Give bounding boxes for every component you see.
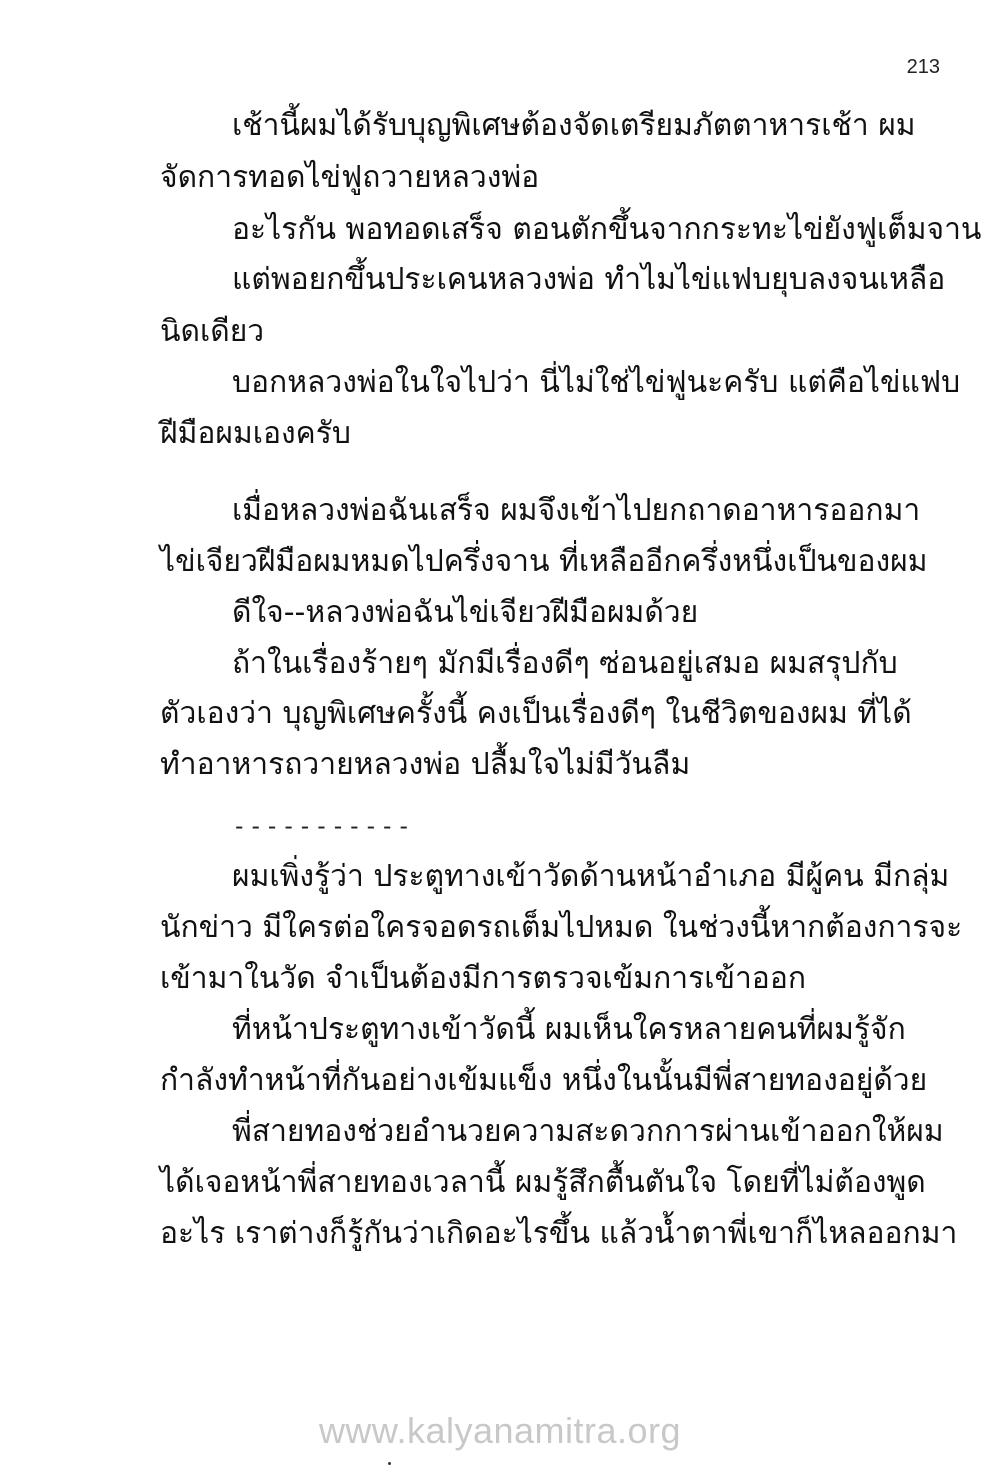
text-line: ทำอาหารถวายหลวงพ่อ ปลื้มใจไม่มีวันลืม (160, 747, 691, 782)
text-line: พี่สายทองช่วยอำนวยความสะดวกการผ่านเข้าออกให้ผม (232, 1114, 944, 1149)
text-line: จัดการทอดไข่ฟูถวายหลวงพ่อ (160, 160, 540, 195)
text-line: บอกหลวงพ่อในใจไปว่า นี่ไม่ใช่ไข่ฟูนะครับ แต่คือไข่แฟบ (232, 365, 961, 400)
text-line: ที่หน้าประตูทางเข้าวัดนี้ ผมเห็นใครหลายคนที่ผมรู้จัก (232, 1012, 906, 1047)
footer-watermark: www.kalyanamitra.org (318, 1410, 682, 1451)
text-line: นิดเดียว (160, 314, 265, 349)
text-line: กำลังทำหน้าที่กันอย่างเข้มแข็ง หนึ่งในนั้นมีพี่สายทองอยู่ด้วย (160, 1063, 928, 1098)
text-line: เข้ามาในวัด จำเป็นต้องมีการตรวจเข้มการเข้าออก (160, 961, 807, 996)
section-separator: ----------- (232, 812, 413, 840)
text-line: ดีใจ--หลวงพ่อฉันไข่เจียวฝีมือผมด้วย (232, 595, 699, 630)
text-line: ไข่เจียวฝีมือผมหมดไปครึ่งจาน ที่เหลืออีกครึ่งหนึ่งเป็นของผม (160, 544, 928, 579)
text-line: แต่พอยกขึ้นประเคนหลวงพ่อ ทำไมไข่แฟบยุบลงจนเหลือ (232, 262, 946, 297)
text-line: เมื่อหลวงพ่อฉันเสร็จ ผมจึงเข้าไปยกถาดอาหารออกมา (232, 493, 921, 528)
text-line: ฝีมือผมเองครับ (160, 416, 351, 451)
print-dot (388, 1462, 391, 1465)
text-line: ได้เจอหน้าพี่สายทองเวลานี้ ผมรู้สึกตื้นตันใจ โดยที่ไม่ต้องพูด (160, 1165, 926, 1200)
page-number: 213 (906, 56, 940, 78)
text-line: ถ้าในเรื่องร้ายๆ มักมีเรื่องดีๆ ซ่อนอยู่เสมอ ผมสรุปกับ (232, 646, 898, 681)
text-line: อะไรกัน พอทอดเสร็จ ตอนตักขึ้นจากกระทะไข่ยังฟูเต็มจาน (232, 212, 982, 247)
text-line: ผมเพิ่งรู้ว่า ประตูทางเข้าวัดด้านหน้าอำเภอ มีผู้คน มีกลุ่ม (232, 859, 950, 894)
text-line: เช้านี้ผมได้รับบุญพิเศษต้องจัดเตรียมภัตตาหารเช้า ผม (232, 108, 916, 143)
text-line: นักข่าว มีใครต่อใครจอดรถเต็มไปหมด ในช่วงนี้หากต้องการจะ (160, 910, 963, 945)
text-line: อะไร เราต่างก็รู้กันว่าเกิดอะไรขึ้น แล้วน้ำตาพี่เขาก็ไหลออกมา (160, 1216, 958, 1251)
text-line: ตัวเองว่า บุญพิเศษครั้งนี้ คงเป็นเรื่องดีๆ ในชีวิตของผม ที่ได้ (160, 696, 912, 731)
